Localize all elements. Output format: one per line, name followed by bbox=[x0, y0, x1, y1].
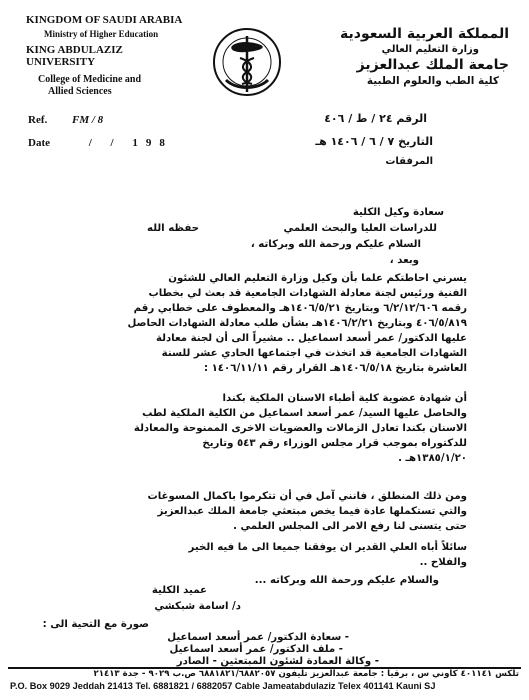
para-line-6: الشهادات الجامعية قد اتخذت في اجتماعها الحادي عشر للسنة bbox=[161, 348, 467, 359]
para-line-7: العاشرة بتاريخ ١٤٠٦/٥/١٨هـ القرار رقم ١٤٠٦/١١/١١ : bbox=[203, 363, 467, 374]
ministry-name-en: Ministry of Higher Education bbox=[44, 29, 159, 39]
para-line-12: ١٣٨٥/١/٢٠هـ . bbox=[398, 453, 467, 464]
kingdom-name-en: KINGDOM OF SAUDI ARABIA bbox=[26, 14, 183, 26]
para-line-17: والفلاح .. bbox=[419, 557, 467, 568]
para-line-15: حتى يتسنى لنا رفع الامر الى المجلس العلمي . bbox=[233, 521, 467, 532]
university-name-en: KING ABDULAZIZ UNIVERSITY bbox=[26, 44, 123, 68]
university-name-ar: جامعة الملك عبدالعزيز bbox=[356, 57, 509, 73]
closing: والسلام عليكم ورحمة الله وبركاته ... bbox=[254, 575, 439, 586]
para-line-4: ٤٠٦/٥/٨١٩ وبتاريخ ١٤٠٦/٢/٢١هـ بشأن طلب معادلة الشهادات الحاصل bbox=[127, 318, 467, 329]
date-label: Date bbox=[28, 137, 50, 149]
ministry-name-ar: وزارة التعليم العالي bbox=[381, 44, 479, 55]
greeting: السلام عليكم ورحمة الله وبركاته ، bbox=[250, 239, 421, 250]
para-line-5: عليها الدكتور/ عمر أسعد اسماعيل .. مشيراً الى أن لجنة معادلة bbox=[155, 333, 467, 344]
cc-item-3: - وكالة العمادة لشئون المبتعثين - الصادر bbox=[176, 656, 379, 667]
cc-title: صورة مع التحية الى : bbox=[42, 619, 149, 630]
ref-label: Ref. bbox=[28, 114, 48, 126]
arabic-date: التاريخ ٧ / ٦ / ١٤٠٦ هـ bbox=[315, 135, 433, 148]
ref-value: FM / 8 bbox=[72, 114, 104, 126]
para-line-11: للدكتوراه بموجب قرار مجلس الوزراء رقم ٥٤٣ وتاريخ bbox=[202, 438, 467, 449]
university-seal-logo bbox=[212, 22, 282, 106]
para-line-14: والتي تستكملها عادة فيما يخص مبتعثي جامعة الملك عبدالعزيز bbox=[157, 506, 467, 517]
ref-line bbox=[28, 114, 103, 126]
cc-item-2: - ملف الدكتور/ عمر أسعد اسماعيل bbox=[169, 644, 343, 655]
footer-arabic: تلكس ٤٠١١٤١ كاوني س ، برقيا : جامعة عبدالعزيز تليفون ٦٨٨١٨٢١/٦٨٨٢٠٥٧ ص.ب ٩٠٢٩ - جدة ٢١٤١٣ bbox=[93, 669, 519, 679]
office-line: للدراسات العليا والبحث العلمي bbox=[283, 223, 437, 234]
after-greeting: وبعد ، bbox=[389, 255, 419, 266]
para-line-10: الاسنان بكندا تعادل الزمالات والعضويات الاخرى الممنوحة والمعادلة bbox=[133, 423, 467, 434]
footer-english: P.O. Box 9029 Jeddah 21413 Tel. 6881821 / 6882057 Cable Jameatabdulaziz Telex 401141 Kauni SJ bbox=[10, 681, 436, 691]
dean-title: عميد الكلية bbox=[151, 585, 207, 596]
honorific: حفظه الله bbox=[147, 223, 199, 234]
letterhead-arabic bbox=[339, 26, 509, 88]
date-value: / / 198 bbox=[88, 137, 173, 149]
college-name-en-2: Allied Sciences bbox=[48, 86, 112, 97]
para-line-1: يسرني احاطتكم علما بأن وكيل وزارة التعليم العالي للشئون bbox=[168, 273, 467, 284]
college-name-en-1: College of Medicine and bbox=[38, 74, 142, 85]
kingdom-name-ar: المملكة العربية السعودية bbox=[340, 26, 509, 42]
para-line-2: الفنية ورئيس لجنة معادلة الشهادات الجامعية قد بعث لي بخطاب bbox=[148, 288, 467, 299]
signatory-name: د/ اسامة شبكشي bbox=[154, 601, 241, 612]
para-line-8: أن شهادة عضوية كلية أطباء الاسنان الملكية بكندا bbox=[222, 393, 467, 404]
para-line-3: رقمه ٦/٢/١٢/٦٠٦ وبتاريخ ١٤٠٦/٥/٢١هـ والمعطوف على خطابي رقم bbox=[133, 303, 467, 314]
letterhead-english bbox=[26, 14, 186, 98]
date-line bbox=[28, 137, 173, 149]
para-line-9: والحاصل عليها السيد/ عمر أسعد اسماعيل من الكلية الملكية لطب bbox=[142, 408, 467, 419]
salutation: سعادة وكيل الكلية bbox=[352, 207, 444, 218]
cc-item-1: - سعادة الدكتور/ عمر أسعد اسماعيل bbox=[167, 632, 349, 643]
para-line-13: ومن ذلك المنطلق ، فانني آمل في أن تتكرموا باكمال المسوغات bbox=[147, 491, 467, 502]
arabic-attachments: المرفقات bbox=[385, 156, 433, 167]
arabic-ref: الرقم ٢٤ / ط / ٤٠٦ bbox=[324, 112, 427, 125]
para-line-16: سائلاً أباه العلي القدير ان يوفقنا جميعا الى ما فيه الخير bbox=[188, 542, 467, 553]
college-name-ar: كلية الطب والعلوم الطبية bbox=[366, 75, 499, 87]
